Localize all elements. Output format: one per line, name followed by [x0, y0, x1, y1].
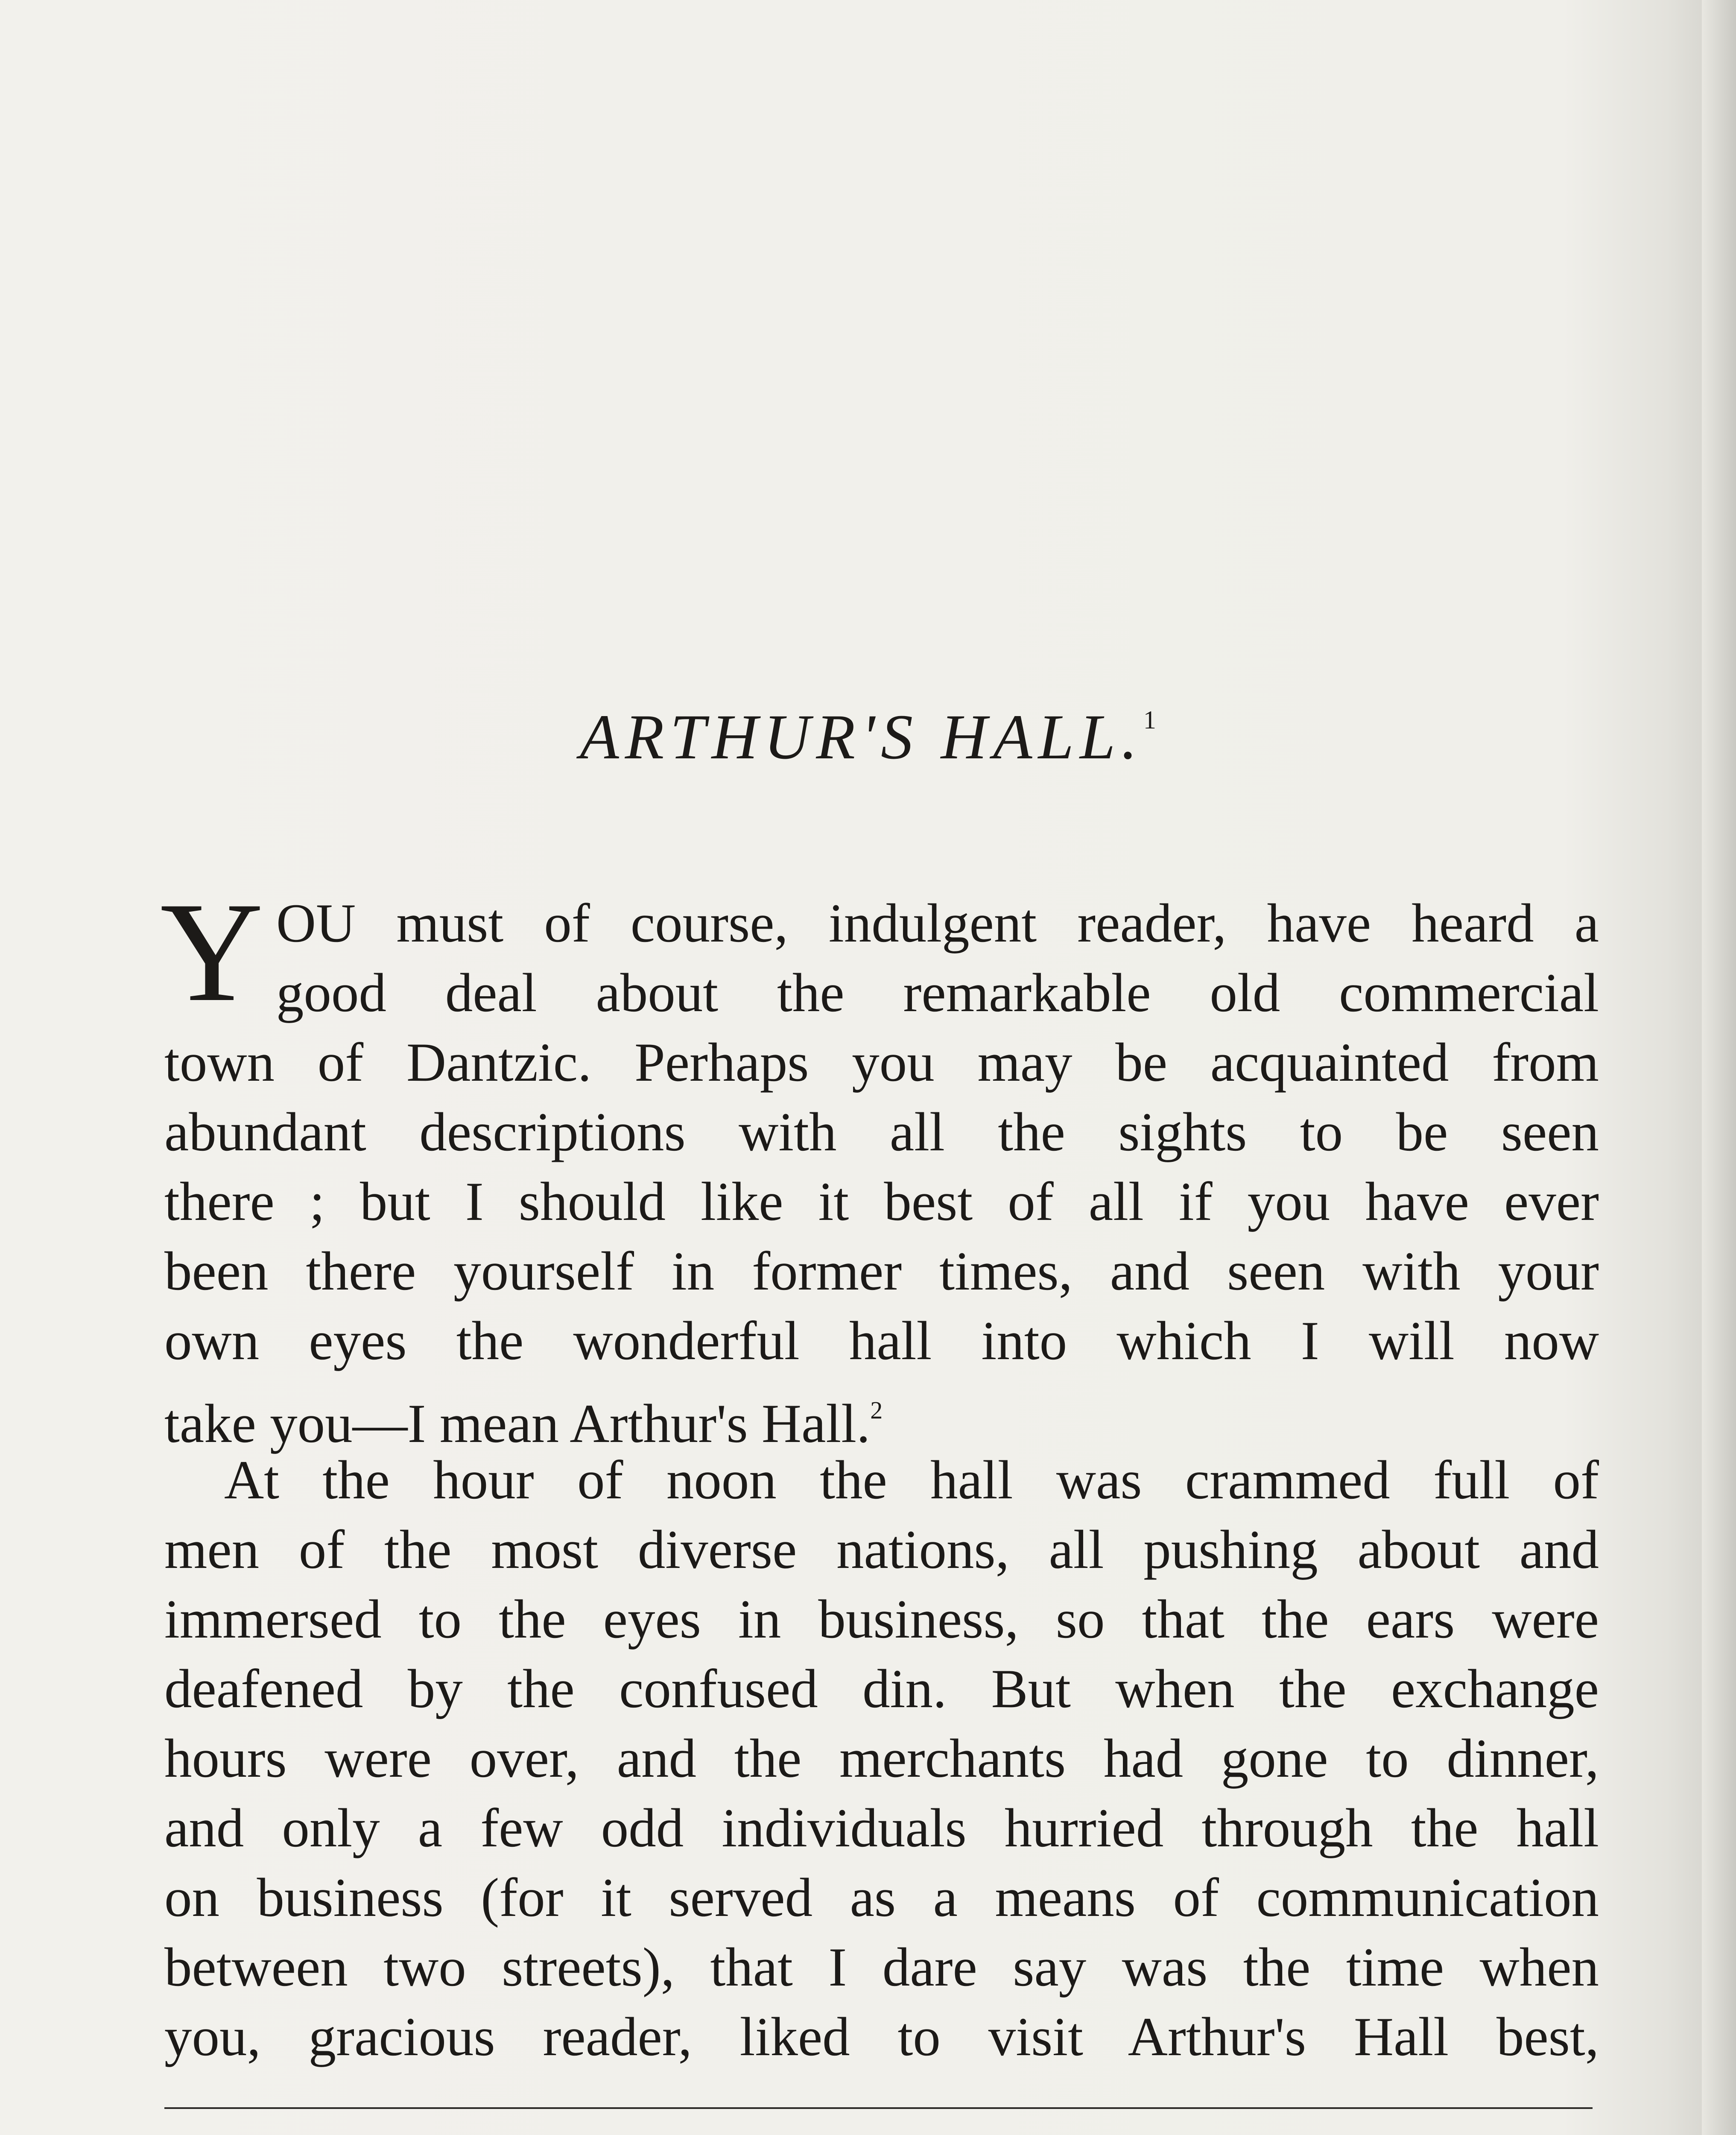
text-line: men of the most diverse nations, all pushing about and	[164, 1519, 1599, 1580]
chapter-title-text: ARTHUR'S HALL.	[580, 702, 1143, 772]
text-line: At the hour of noon the hall was crammed full of	[224, 1449, 1599, 1510]
footnote-divider	[164, 2107, 1593, 2109]
text-line: there ; but I should like it best of all if you have ever	[164, 1171, 1599, 1232]
text-line	[164, 1375, 1599, 1454]
text-line: you, gracious reader, liked to visit Arthur's Hall best,	[164, 2006, 1599, 2067]
chapter-title	[0, 700, 1736, 774]
page-edge-shadow	[1702, 0, 1736, 2135]
drop-cap: Y	[160, 873, 263, 1031]
text-line: between two streets), that I dare say was the time when	[164, 1936, 1599, 1998]
title-footnote-marker: 1	[1143, 706, 1156, 734]
text-line-content: take you—I mean Arthur's Hall.	[164, 1393, 871, 1454]
body-text	[160, 873, 1599, 2071]
paragraph-2	[164, 1445, 1599, 2071]
text-line: immersed to the eyes in business, so that the ears were	[164, 1588, 1599, 1650]
text-line: and only a few odd individuals hurried through the hall	[164, 1797, 1599, 1858]
text-line: abundant descriptions with all the sights to be seen	[164, 1101, 1599, 1162]
text-line: on business (for it served as a means of communication	[164, 1867, 1599, 1928]
text-line: hours were over, and the merchants had gone to dinner,	[164, 1728, 1599, 1789]
text-line: deafened by the confused din. But when the exchange	[164, 1658, 1599, 1719]
text-line: good deal about the remarkable old commercial	[276, 962, 1599, 1023]
text-line: OU must of course, indulgent reader, have heard a	[276, 892, 1599, 953]
text-line: town of Dantzic. Perhaps you may be acquainted from	[164, 1032, 1599, 1093]
footnote-marker: 2	[870, 1396, 883, 1424]
paragraph-1	[160, 873, 1599, 1454]
text-line: been there yourself in former times, and seen with your	[164, 1240, 1599, 1301]
footnotes	[164, 2129, 1595, 2135]
footnote-1	[164, 2129, 1595, 2135]
text-line: own eyes the wonderful hall into which I will now	[164, 1310, 1599, 1371]
